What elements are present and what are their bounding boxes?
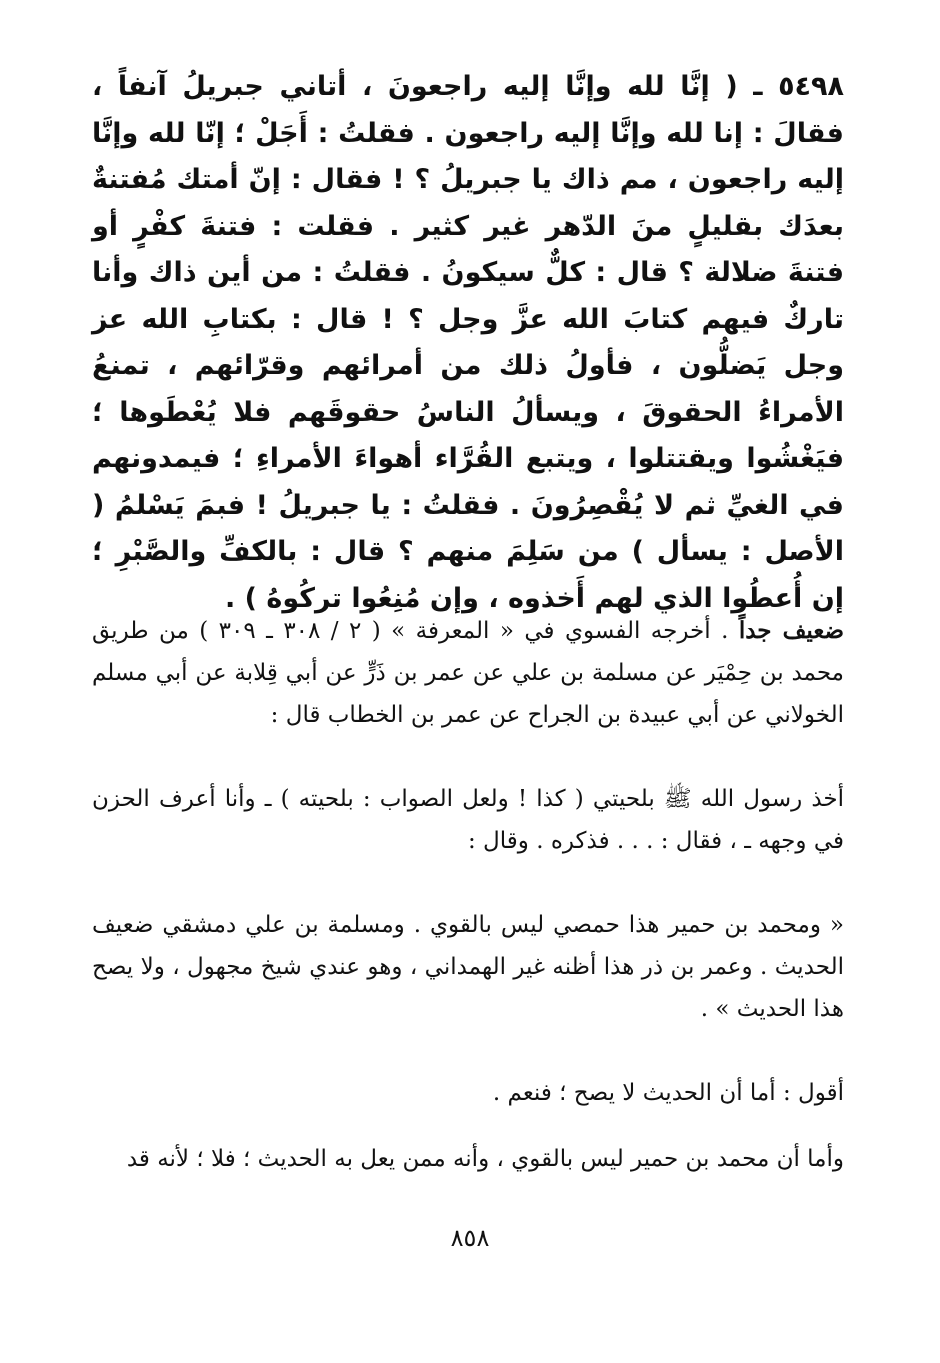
commentary-source-text: . أخرجه الفسوي في « المعرفة » ( ٢ / ٣٠٨ ـ ٣٠٩ ) من طريق محمد بن حِمْيَر عن مسلمة بن علي عن عمر بن ذَرٍّ عن أبي قِلابة عن أبي مسلم الخولاني عن أبي عبيدة بن الجراح عن عمر بن الخطاب قال : bbox=[92, 618, 844, 728]
commentary-paragraph-continuation: وأما أن محمد بن حمير ليس بالقوي ، وأنه ممن يعل به الحديث ؛ فلا ؛ لأنه قد bbox=[126, 1146, 844, 1172]
page-number: ٨٥٨ bbox=[450, 1224, 490, 1252]
commentary-paragraph-source bbox=[92, 610, 844, 736]
commentary-paragraph-narration: أخذ رسول الله ﷺ بلحيتي ( كذا ! ولعل الصواب : بلحيته ) ـ وأنا أعرف الحزن في وجهه ـ ، فقال : . . . فذكره . وقال : bbox=[92, 786, 844, 854]
hadith-grade: ضعيف جداً bbox=[738, 617, 845, 644]
hadith-paragraph bbox=[92, 64, 844, 622]
commentary-paragraph-opinion: أقول : أما أن الحديث لا يصح ؛ فنعم . bbox=[492, 1080, 844, 1106]
hadith-number: ٥٤٩٨ ـ bbox=[753, 71, 844, 102]
commentary-paragraph-quote: « ومحمد بن حمير هذا حمصي ليس بالقوي . ومسلمة بن علي دمشقي ضعيف الحديث . وعمر بن ذر هذا أظنه غير الهمداني ، وهو عندي شيخ مجهول ، ولا يصح هذا الحديث » . bbox=[92, 912, 844, 1022]
hadith-text: ( إنَّا لله وإنَّا إليه راجعونَ ، أتاني جبريلُ آنفاً ، فقالَ : إنا لله وإنَّا إليه راجعون . فقلتُ : أَجَلْ ؛ إنّا لله وإنَّا إليه راجعون ، مم ذاك يا جبريلُ ؟ ! فقال : إنّ أمتك مُفتنةٌ بعدَك بقليلٍ منَ الدّهر غير كثير . فقلت : فتنةَ كفْرٍ أو فتنةَ ضلالة ؟ قال : كلٌّ سيكونُ . فقلتُ : من أين ذاك وأنا تاركٌ فيهم كتابَ الله عزَّ وجل ؟ ! قال : بكتابِ الله عز وجل يَضلُّون ، فأولُ ذلك من أمرائهم وقرّائهم ، تمنعُ الأمراءُ الحقوقَ ، ويسألُ الناسُ حقوقَهم فلا يُعْطَوها ؛ فيَغْشُوا ويقتتلوا ، ويتبع القُرَّاء أهواءَ الأمراءِ ؛ فيمدونهم في الغيِّ ثم لا يُقْصِرُونَ . فقلتُ : يا جبريلُ ! فبمَ يَسْلمُ ( الأصل : يسأل ) من سَلِمَ منهم ؟ قال : بالكفِّ والصَّبْرِ ؛ إن أُعطُوا الذي لهم أَخذوه ، وإن مُنِعُوا تركُوهُ ) . bbox=[92, 71, 844, 614]
